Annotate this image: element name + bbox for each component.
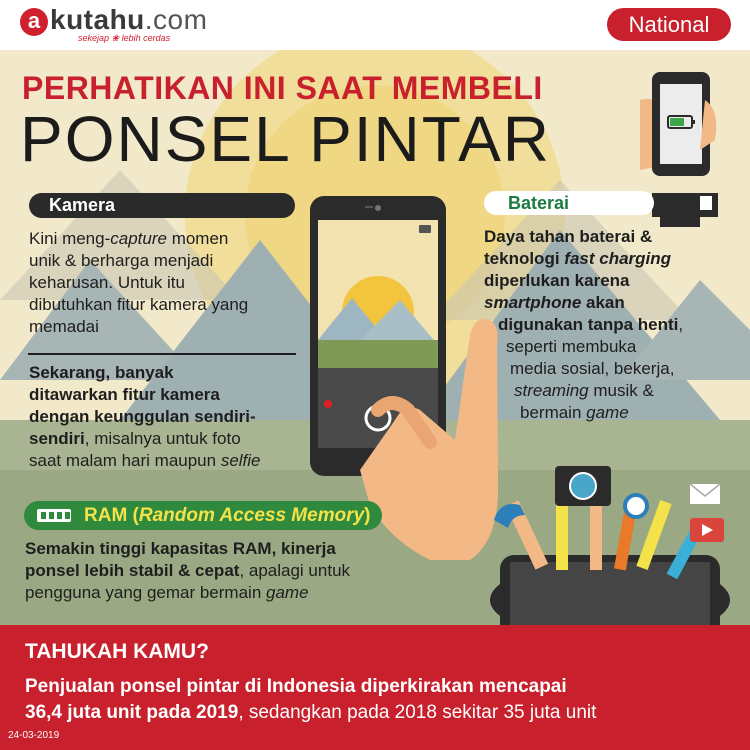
baterai-line9a: bermain (520, 403, 587, 422)
kamera-text-1 (29, 228, 248, 338)
publish-date: 24-03-2019 (8, 730, 60, 741)
fact-line-2b: , sedangkan pada 2018 sekitar 35 juta unit (238, 702, 597, 723)
charger-illustration (652, 193, 718, 227)
kamera-p2-line5b: selfie (220, 451, 261, 470)
ram-label-b: Random Access Memory (138, 505, 365, 526)
baterai-line5a: digunakan tanpa henti (498, 315, 679, 334)
ram-line2a: ponsel lebih stabil & cepat (25, 561, 240, 580)
baterai-line4a: smartphone (484, 293, 582, 312)
baterai-line2a: teknologi (484, 249, 565, 268)
brand-name: kutahu (50, 4, 145, 35)
ram-label-a: RAM ( (84, 505, 139, 526)
ram-line2b: , apalagi untuk (239, 561, 351, 580)
kamera-text-2 (29, 362, 261, 472)
ram-text (25, 538, 350, 604)
ram-label-c: ) (364, 505, 371, 526)
baterai-line8b: musik & (588, 381, 654, 400)
ram-chip-icon (37, 509, 71, 522)
kamera-p2-line4a: sendiri (29, 429, 85, 448)
kamera-p1-c: momen (166, 229, 229, 248)
brand-logo-letter: a (27, 8, 41, 33)
kamera-p1-b: capture (110, 229, 167, 248)
ram-line1: Semakin tinggi kapasitas RAM, kinerja (25, 539, 336, 558)
kamera-p1-line5: memadai (29, 317, 99, 336)
kamera-p1-line4: dibutuhkan fitur kamera yang (29, 295, 249, 314)
baterai-line7: media sosial, bekerja, (510, 359, 675, 378)
section-label-kamera: Kamera (29, 193, 295, 218)
brand-suffix: .com (144, 4, 208, 35)
title-line-1: PERHATIKAN INI SAAT MEMBELI (22, 70, 543, 106)
title-line-2: PONSEL PINTAR (20, 103, 551, 175)
kamera-p2-line4b: , misalnya untuk foto (84, 429, 241, 448)
kamera-p2-line3: dengan keunggulan sendiri- (29, 407, 256, 426)
fact-line-2 (25, 701, 596, 725)
fact-line-1: Penjualan ponsel pintar di Indonesia diperkirakan mencapai (25, 676, 567, 697)
fact-title: TAHUKAH KAMU? (25, 640, 209, 663)
brand-tagline: sekejap ❀ lebih cerdas (78, 33, 171, 43)
kamera-p1-line3: keharusan. Untuk itu (29, 273, 185, 292)
battery-phone-illustration (640, 72, 716, 176)
kamera-p2-line2: ditawarkan fitur kamera (29, 385, 220, 404)
kamera-p2-line1: Sekarang, banyak (29, 363, 174, 382)
ram-line3b: game (266, 583, 309, 602)
brand-logo-icon[interactable] (20, 8, 48, 36)
baterai-line8a: streaming (514, 381, 589, 400)
section-label-ram (24, 501, 382, 530)
category-badge[interactable]: National (607, 8, 731, 41)
baterai-line5b: , (678, 315, 684, 334)
ram-line3a: pengguna yang gemar bermain (25, 583, 266, 602)
baterai-text (484, 226, 734, 424)
baterai-line9b: game (586, 403, 629, 422)
kamera-p1-line2: unik & berharga menjadi (29, 251, 214, 270)
kamera-divider (28, 353, 296, 355)
kamera-p1-a: Kini meng- (29, 229, 111, 248)
kamera-p2-line5a: saat malam hari maupun (29, 451, 221, 470)
baterai-line2b: fast charging (564, 249, 672, 268)
baterai-line6: seperti membuka (506, 337, 637, 356)
section-label-baterai: Baterai (484, 191, 654, 215)
baterai-line4b: akan (581, 293, 625, 312)
fact-line-2a: 36,4 juta unit pada 2019 (25, 702, 239, 723)
baterai-line1: Daya tahan baterai & (484, 227, 653, 246)
baterai-line3: diperlukan karena (484, 271, 630, 290)
brand-logo[interactable] (50, 4, 207, 36)
